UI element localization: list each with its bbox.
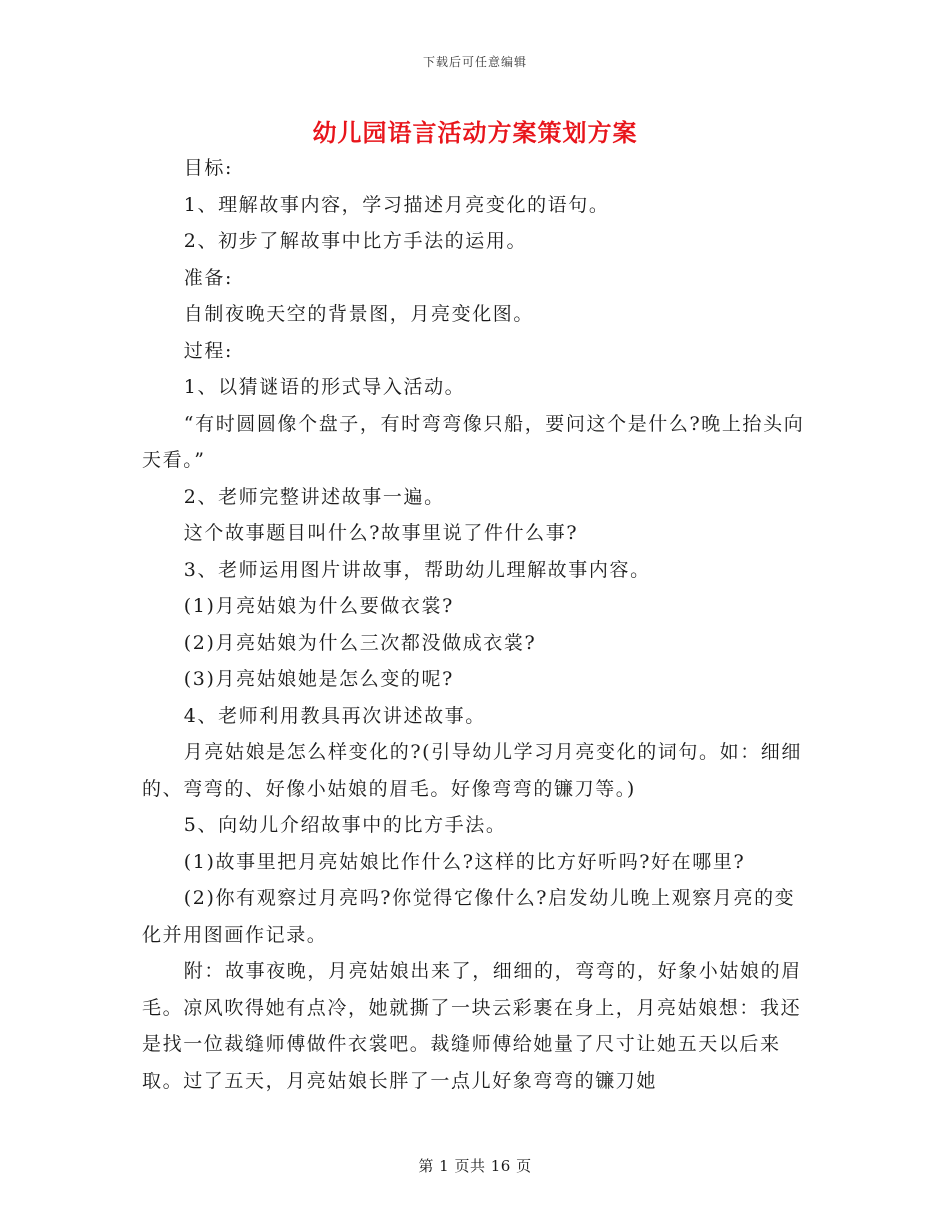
paragraph: (1)月亮姑娘为什么要做衣裳? [183, 595, 454, 617]
paragraph: 这个故事题目叫什么?故事里说了件什么事? [183, 522, 579, 544]
paragraph: 5、向幼儿介绍故事中的比方手法。 [183, 814, 507, 836]
paragraph: 4、老师利用教具再次讲述故事。 [183, 704, 486, 727]
paragraph: (3)月亮姑娘她是怎么变的呢? [183, 668, 454, 690]
paragraph: (2)你有观察过月亮吗?你觉得它像什么?启发幼儿晚上观察月亮的变化并用图画作记录。 [142, 887, 796, 946]
paragraph: 2、老师完整讲述故事一遍。 [183, 485, 445, 508]
paragraph: (2)月亮姑娘为什么三次都没做成衣裳? [183, 631, 537, 654]
paragraph: 自制夜晚天空的背景图，月亮变化图。 [183, 303, 534, 325]
paragraph: 2、初步了解故事中比方手法的运用。 [183, 230, 528, 252]
section-heading-goals: 目标: [183, 157, 233, 179]
paragraph: 1、理解故事内容，学习描述月亮变化的语句。 [183, 193, 610, 216]
document-title: 幼儿园语言活动方案策划方案 [312, 118, 638, 147]
section-heading-preparation: 准备: [183, 266, 233, 289]
paragraph: 1、以猜谜语的形式导入活动。 [183, 376, 466, 398]
document-body [142, 150, 810, 1099]
paragraph: 3、老师运用图片讲故事，帮助幼儿理解故事内容。 [183, 558, 651, 581]
page-number-footer: 第 1 页共 16 页 [418, 1157, 532, 1175]
section-heading-process: 过程: [183, 339, 233, 362]
paragraph-story: 附：故事夜晚，月亮姑娘出来了，细细的，弯弯的，好象小姑娘的眉毛。凉风吹得她有点冷，她就撕了一块云彩裹在身上，月亮姑娘想：我还是找一位裁缝师傅做件衣裳吧。裁缝师傅给她量了尺寸让她五天以后来取。过了五天，月亮姑娘长胖了一点儿好象弯弯的镰刀她 [142, 960, 802, 1092]
page-header-note: 下载后可任意编辑 [422, 55, 527, 69]
paragraph-riddle: “有时圆圆像个盘子，有时弯弯像只船，要问这个是什么?晚上抬头向天看。” [142, 412, 805, 471]
paragraph: (1)故事里把月亮姑娘比作什么?这样的比方好听吗?好在哪里? [183, 850, 746, 873]
paragraph: 月亮姑娘是怎么样变化的?(引导幼儿学习月亮变化的词句。如：细细的、弯弯的、好像小姑娘的眉毛。好像弯弯的镰刀等。) [142, 741, 802, 800]
